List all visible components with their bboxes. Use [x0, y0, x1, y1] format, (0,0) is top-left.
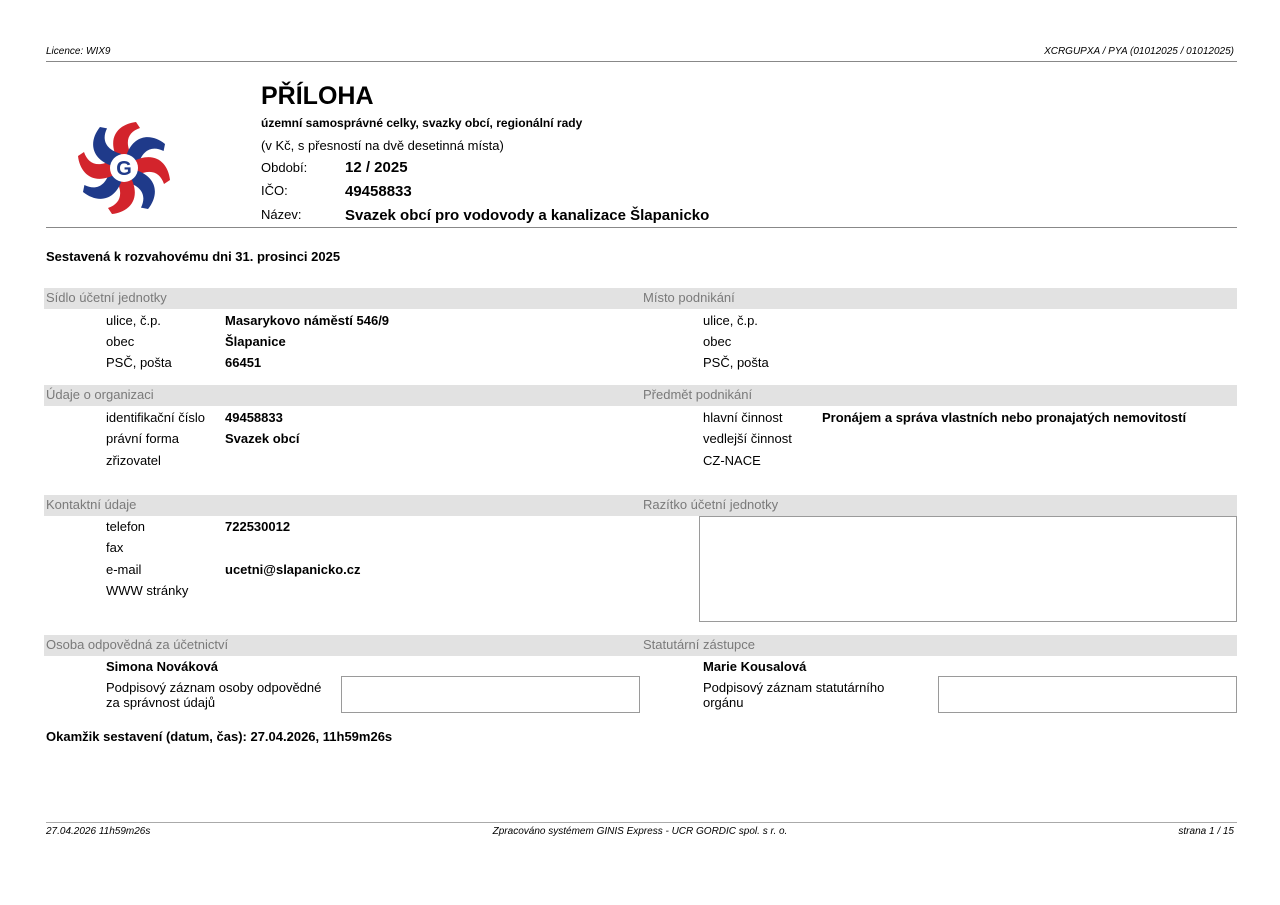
sidlo-city-value: Šlapanice	[225, 334, 286, 349]
statutar-name: Marie Kousalová	[703, 659, 807, 674]
predmet-nace-label: CZ-NACE	[703, 453, 761, 468]
page-number: strana 1 / 15	[1178, 826, 1234, 837]
predmet-main-value: Pronájem a správa vlastních nebo pronajatých nemovitostí	[822, 410, 1187, 425]
ico-value: 49458833	[345, 183, 412, 200]
section-header-statutar: Statutární zástupce	[641, 635, 1237, 656]
sidlo-zip-label: PSČ, pošta	[106, 355, 172, 370]
header-divider	[46, 227, 1237, 228]
udaje-founder-label: zřizovatel	[106, 453, 161, 468]
section-header-sidlo: Sídlo účetní jednotky	[44, 288, 641, 309]
udaje-form-label: právní forma	[106, 431, 179, 446]
section-header-udaje: Údaje o organizaci	[44, 385, 641, 406]
osoba-signature-label: Podpisový záznam osoby odpovědné za správnost údajů	[106, 680, 322, 710]
page-title: PŘÍLOHA	[261, 82, 374, 110]
footer-divider	[46, 822, 1237, 823]
period-value: 12 / 2025	[345, 159, 408, 176]
kontakt-phone-value: 722530012	[225, 519, 291, 534]
section-header-misto: Místo podnikání	[641, 288, 1237, 309]
license-label: Licence: WIX9	[46, 46, 111, 57]
statutar-signature-label: Podpisový záznam statutárního orgánu	[703, 680, 885, 710]
section-header-kontakt: Kontaktní údaje	[44, 495, 641, 516]
osoba-name: Simona Nováková	[106, 659, 218, 674]
kontakt-fax-label: fax	[106, 540, 124, 555]
misto-city-label: obec	[703, 334, 732, 349]
stamp-box	[699, 516, 1237, 622]
compiled-timestamp: Okamžik sestavení (datum, čas): 27.04.2026, 11h59m26s	[46, 729, 393, 744]
footer-timestamp: 27.04.2026 11h59m26s	[46, 826, 151, 837]
section-header-razitko: Razítko účetní jednotky	[641, 495, 1237, 516]
kontakt-email-value: ucetni@slapanicko.cz	[225, 562, 361, 577]
top-divider	[46, 61, 1237, 62]
udaje-form-value: Svazek obcí	[225, 431, 300, 446]
section-header-predmet: Předmět podnikání	[641, 385, 1237, 406]
sidlo-street-label: ulice, č.p.	[106, 313, 161, 328]
report-code: XCRGUPXA / PYA (01012025 / 01012025)	[1044, 46, 1234, 57]
sidlo-city-label: obec	[106, 334, 135, 349]
svg-text:G: G	[116, 158, 132, 180]
predmet-main-label: hlavní činnost	[703, 410, 783, 425]
osoba-signature-box	[341, 676, 640, 713]
ico-label: IČO:	[261, 183, 288, 198]
sidlo-zip-value: 66451	[225, 355, 262, 370]
kontakt-phone-label: telefon	[106, 519, 146, 534]
period-label: Období:	[261, 160, 308, 175]
sidlo-street-value: Masarykovo náměstí 546/9	[225, 313, 390, 328]
footer-processed-by: Zpracováno systémem GINIS Express - UCR GORDIC spol. s r. o.	[492, 826, 788, 837]
name-label: Název:	[261, 207, 302, 222]
gordic-logo	[76, 120, 172, 216]
misto-zip-label: PSČ, pošta	[703, 355, 769, 370]
kontakt-email-label: e-mail	[106, 562, 142, 577]
predmet-side-label: vedlejší činnost	[703, 431, 792, 446]
section-header-osoba: Osoba odpovědná za účetnictví	[44, 635, 641, 656]
kontakt-www-label: WWW stránky	[106, 583, 189, 598]
page-subtitle: územní samosprávné celky, svazky obcí, regionální rady	[261, 116, 583, 130]
balance-date: Sestavená k rozvahovému dni 31. prosinci 2025	[46, 249, 341, 264]
currency-note: (v Kč, s přesností na dvě desetinná místa)	[261, 138, 504, 153]
udaje-id-value: 49458833	[225, 410, 283, 425]
statutar-signature-box	[938, 676, 1237, 713]
name-value: Svazek obcí pro vodovody a kanalizace Šlapanicko	[345, 207, 710, 224]
misto-street-label: ulice, č.p.	[703, 313, 758, 328]
udaje-id-label: identifikační číslo	[106, 410, 205, 425]
